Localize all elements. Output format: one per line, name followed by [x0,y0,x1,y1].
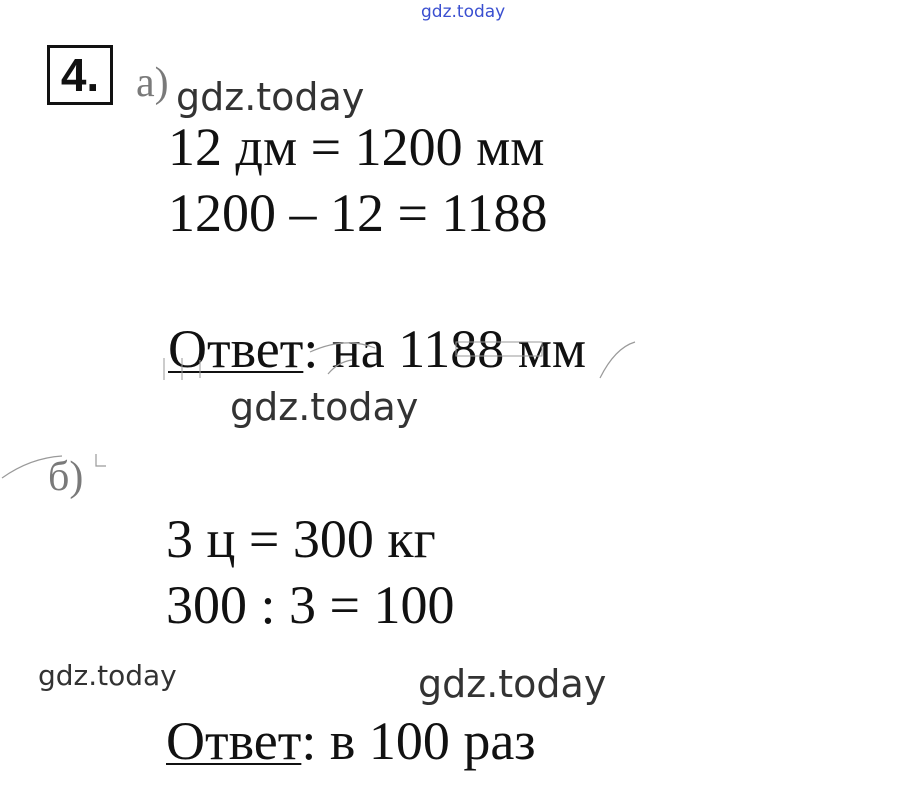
watermark: gdz.today [230,385,419,429]
part-a-line-1: 12 дм = 1200 мм [168,117,545,177]
watermark: gdz.today [38,659,177,692]
problem-number: 4. [47,45,113,105]
answer-label: Ответ [166,711,302,771]
part-a-answer [168,319,587,379]
watermark-top: gdz.today [421,2,506,22]
watermark: gdz.today [418,662,607,706]
part-a-line-2: 1200 – 12 = 1188 [168,183,548,243]
watermark: gdz.today [176,75,365,119]
answer-value: : на 1188 мм [303,319,587,379]
part-b-answer [166,711,536,771]
part-b-line-2: 300 : 3 = 100 [166,575,455,635]
answer-label: Ответ [168,319,304,379]
answer-value: : в 100 раз [301,711,536,771]
part-a-label: а) [136,60,169,106]
part-b-line-1: 3 ц = 300 кг [166,509,436,569]
part-b-label: б) [48,454,84,500]
